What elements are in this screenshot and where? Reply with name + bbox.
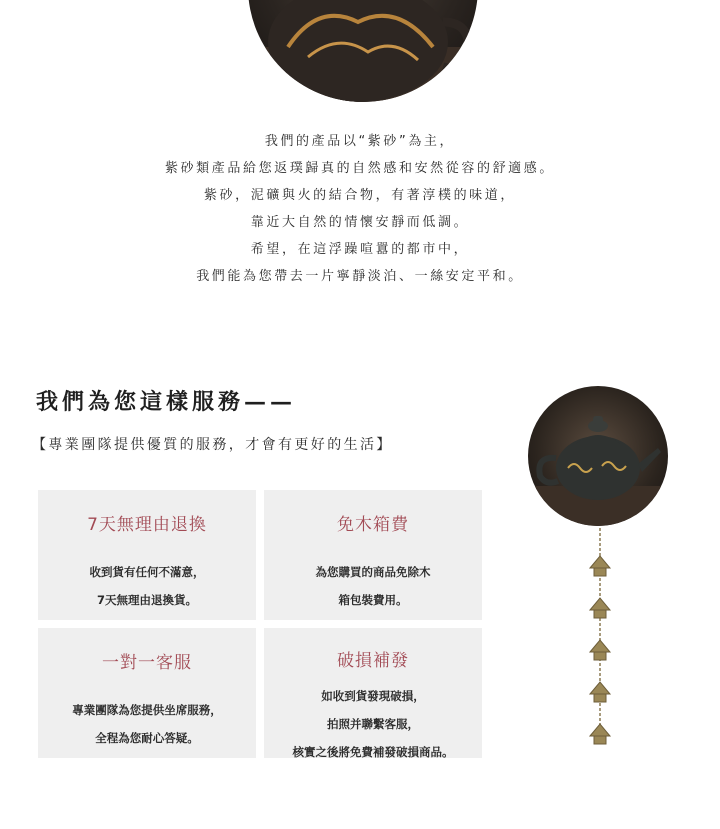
teapot-photo-top — [248, 0, 478, 102]
service-card-damage-reissue — [264, 628, 482, 758]
service-grid — [38, 490, 482, 760]
hanging-bell-charm — [578, 528, 622, 748]
service-card-return — [38, 490, 256, 620]
service-subtitle: 【專業團隊提供優質的服務，才會有更好的生活】 — [32, 437, 393, 453]
card-text: 箱包裝費用。 — [338, 593, 408, 607]
card-text: 收到貨有任何不滿意， — [89, 565, 205, 579]
intro-line: 我們能為您帶去一片寧靜淡泊、一絲安定平和。 — [196, 269, 524, 284]
card-text: 專業團隊為您提供坐席服務， — [72, 703, 222, 717]
intro-line: 紫砂，泥礦與火的結合物，有著淳樸的味道， — [203, 188, 516, 203]
card-text: 拍照并聯繫客服， — [327, 717, 419, 731]
card-text: 如收到貨發現破損， — [321, 689, 425, 703]
card-text: 7天無理由退換貨。 — [96, 593, 197, 607]
card-text: 為您購買的商品免除木 — [315, 565, 431, 579]
service-card-customer-service — [38, 628, 256, 758]
intro-line: 靠近大自然的情懷安靜而低調。 — [250, 215, 470, 230]
service-card-free-box — [264, 490, 482, 620]
card-title: 破損補發 — [337, 651, 409, 671]
intro-line: 紫砂類產品給您返璞歸真的自然感和安然從容的舒適感。 — [164, 161, 555, 176]
card-title: 免木箱費 — [337, 515, 409, 535]
card-title: 7天無理由退換 — [87, 515, 207, 535]
teapot-photo-side — [528, 386, 668, 526]
intro-line: 希望，在這浮躁喧囂的都市中， — [250, 242, 470, 257]
card-text: 核實之後將免費補發破損商品。 — [292, 745, 454, 759]
intro-line: 我們的產品以“紫砂”為主， — [264, 134, 456, 149]
service-title: 我們為您這樣服務—— — [36, 389, 297, 415]
card-text: 全程為您耐心答疑。 — [95, 731, 199, 745]
intro-text — [0, 128, 720, 290]
card-title: 一對一客服 — [102, 653, 192, 673]
